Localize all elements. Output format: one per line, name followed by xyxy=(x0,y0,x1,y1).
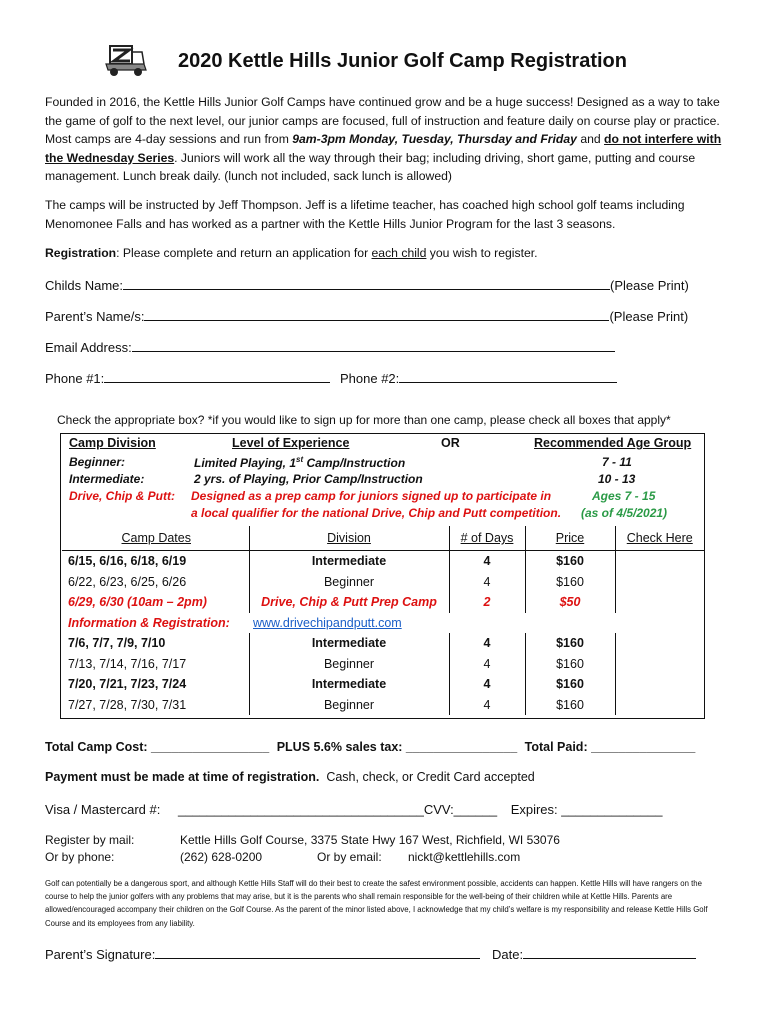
table-row xyxy=(62,674,704,695)
division: Beginner xyxy=(249,695,449,716)
beginner-desc: Limited Playing, 1st Camp/Instruction xyxy=(194,455,406,470)
phone1-field[interactable]: Phone #1: xyxy=(45,369,330,386)
check-box[interactable] xyxy=(615,592,704,613)
golf-cart-logo xyxy=(104,42,150,78)
intro-paragraph: Founded in 2016, the Kettle Hills Junior Golf Camps have continued grow and be a huge success! Designed as a way to take the game of golf to the next level, our junior camps are focused, full of instruction and feature daily on course play or practice. Most camps are 4-day sessions and run from 9am-3pm Monday, Tuesday, Thursday and Friday and do not interfere with the Wednesday Series. Juniors will work all the way through their bag; including driving, short game, putting and course management. Lunch break daily. (lunch not included, sack lunch is allowed) xyxy=(45,95,722,184)
camp-division-header: Camp Division xyxy=(69,436,156,450)
table-row xyxy=(62,592,704,613)
price: $160 xyxy=(525,551,615,572)
check-box[interactable] xyxy=(615,654,704,675)
price: $50 xyxy=(525,592,615,613)
check-note: Check the appropriate box? *if you would like to sign up for more than one camp, please check all boxes that apply* xyxy=(57,413,671,427)
col-price: Price xyxy=(525,526,615,551)
intermediate-label: Intermediate: xyxy=(69,472,145,486)
dcp-desc-1: Designed as a prep camp for juniors signed up to participate in xyxy=(191,489,552,503)
table-row xyxy=(62,654,704,675)
email-field[interactable]: Email Address: xyxy=(45,338,615,355)
dcp-label: Drive, Chip & Putt: xyxy=(69,489,176,503)
payment-note: Payment must be made at time of registration. Cash, check, or Credit Card accepted xyxy=(45,770,535,784)
camp-dates-table xyxy=(62,526,704,715)
intermediate-age: 10 - 13 xyxy=(598,472,636,486)
phone2-field[interactable]: Phone #2: xyxy=(340,369,617,386)
intermediate-desc: 2 yrs. of Playing, Prior Camp/Instruction xyxy=(194,472,423,486)
card-line[interactable] xyxy=(45,802,662,817)
or-label: OR xyxy=(441,436,460,450)
parent-signature-field[interactable]: Parent’s Signature: xyxy=(45,945,480,962)
division: Intermediate xyxy=(249,633,449,654)
total-paid[interactable]: Total Paid: _______________ xyxy=(524,740,696,754)
card-cvv-field[interactable]: __________________________________CVV:______ xyxy=(178,802,498,817)
visa-label: Visa / Mastercard #: xyxy=(45,802,161,817)
info-label: Information & Registration: xyxy=(68,615,230,630)
email-address[interactable]: nickt@kettlehills.com xyxy=(408,850,521,864)
check-box[interactable] xyxy=(615,633,704,654)
expires-field[interactable]: Expires: ______________ xyxy=(510,802,663,817)
table-row xyxy=(62,633,704,654)
age-group-header: Recommended Age Group xyxy=(534,436,692,450)
sales-tax[interactable]: PLUS 5.6% sales tax: ________________ xyxy=(276,740,518,754)
price: $160 xyxy=(525,572,615,593)
camp-dates: 7/6, 7/7, 7/9, 7/10 xyxy=(68,636,166,651)
info-row xyxy=(62,613,704,634)
total-camp-cost[interactable]: Total Camp Cost: _________________ xyxy=(45,740,270,754)
page-title: 2020 Kettle Hills Junior Golf Camp Registration xyxy=(178,50,627,72)
email-label: Or by email: xyxy=(317,850,382,864)
beginner-label: Beginner: xyxy=(69,455,126,469)
mail-address: Kettle Hills Golf Course, 3375 State Hwy 167 West, Richfield, WI 53076 xyxy=(180,833,560,847)
dcp-link[interactable]: www.drivechipandputt.com xyxy=(253,615,402,630)
table-row xyxy=(62,572,704,593)
check-box[interactable] xyxy=(615,551,704,572)
price: $160 xyxy=(525,654,615,675)
check-box[interactable] xyxy=(615,674,704,695)
division: Beginner xyxy=(249,654,449,675)
col-check-here: Check Here xyxy=(615,526,704,551)
camp-dates: 6/15, 6/16, 6/18, 6/19 xyxy=(68,554,187,569)
instructor-paragraph: The camps will be instructed by Jeff Thompson. Jeff is a lifetime teacher, has coached high school golf teams including Menomonee Falls and has worked as a partner with the Kettle Hills Junior Program for the last 3 seasons. xyxy=(45,198,685,231)
days: 4 xyxy=(449,572,525,593)
mail-label: Register by mail: xyxy=(45,833,135,847)
division: Beginner xyxy=(249,572,449,593)
days: 4 xyxy=(449,551,525,572)
price: $160 xyxy=(525,674,615,695)
division: Intermediate xyxy=(249,674,449,695)
col-days: # of Days xyxy=(449,526,525,551)
col-camp-dates: Camp Dates xyxy=(62,526,249,551)
phone-number: (262) 628-0200 xyxy=(180,850,263,864)
childs-name-field[interactable]: Childs Name: (Please Print) xyxy=(45,278,689,293)
col-division: Division xyxy=(249,526,449,551)
division: Drive, Chip & Putt Prep Camp xyxy=(249,592,449,613)
division: Intermediate xyxy=(249,551,449,572)
days: 2 xyxy=(449,592,525,613)
table-header-row xyxy=(62,526,704,551)
registration-note: Registration: Please complete and return an application for each child you wish to register. xyxy=(45,246,538,260)
price: $160 xyxy=(525,695,615,716)
days: 4 xyxy=(449,633,525,654)
camp-dates: 7/20, 7/21, 7/23, 7/24 xyxy=(68,677,187,692)
liability-disclaimer: Golf can potentially be a dangerous sport, and although Kettle Hills Staff will do their best to create the safest environment possible, accidents can happen. Kettle Hills will have rangers on the course to help the junior golfers with any problems that may arise, but it is the parents who shall remain responsible for the well-being of their children while at Kettle Hills. Parents are allowed/encouraged accompany their children on the Golf Course. As the parent of the minor listed above, I acknowledge that my child’s welfare is my responsibility and release Kettle Hills Golf Course and its employees from any liability. xyxy=(45,879,708,928)
days: 4 xyxy=(449,695,525,716)
days: 4 xyxy=(449,674,525,695)
camp-dates: 7/13, 7/14, 7/16, 7/17 xyxy=(68,656,187,671)
camp-dates: 6/22, 6/23, 6/25, 6/26 xyxy=(68,574,187,589)
check-box[interactable] xyxy=(615,572,704,593)
camp-dates: 6/29, 6/30 (10am – 2pm) xyxy=(68,595,207,610)
phone-label: Or by phone: xyxy=(45,850,115,864)
price: $160 xyxy=(525,633,615,654)
totals-line[interactable] xyxy=(45,740,695,754)
parents-name-field[interactable]: Parent’s Name/s: (Please Print) xyxy=(45,309,689,324)
dcp-age-2: (as of 4/5/2021) xyxy=(581,506,668,520)
check-box xyxy=(615,613,704,634)
days: 4 xyxy=(449,654,525,675)
table-row xyxy=(62,695,704,716)
beginner-age: 7 - 11 xyxy=(602,455,632,469)
date-field[interactable]: Date: xyxy=(492,945,696,962)
dcp-age-1: Ages 7 - 15 xyxy=(592,489,656,503)
table-row xyxy=(62,551,704,572)
dcp-desc-2: a local qualifier for the national Drive, Chip and Putt competition. xyxy=(191,506,562,520)
camp-dates: 7/27, 7/28, 7/30, 7/31 xyxy=(68,697,187,712)
level-header: Level of Experience xyxy=(232,436,350,450)
check-box[interactable] xyxy=(615,695,704,716)
